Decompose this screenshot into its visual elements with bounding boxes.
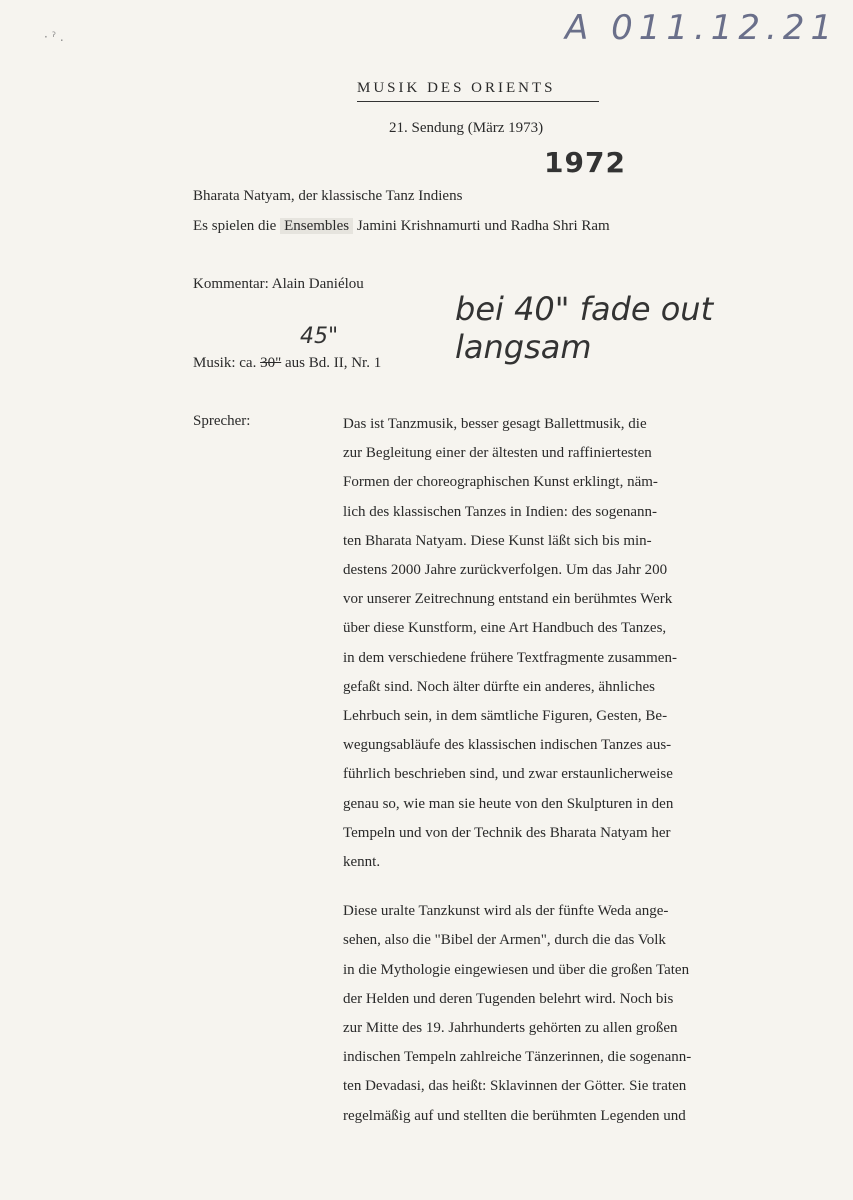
paragraph-1 xyxy=(343,410,821,877)
music-source: aus Bd. II, Nr. 1 xyxy=(284,355,382,371)
text-line: indischen Tempeln zahlreiche Tänzerinnen, die sogenann- xyxy=(343,1049,692,1066)
text-line: wegungsabläufe des klassischen indischen Tanzes aus- xyxy=(343,737,672,754)
text-line: regelmäßig auf und stellten die berühmten Legenden und xyxy=(343,1107,686,1124)
text-line: Tempeln und von der Technik des Bharata Natyam her xyxy=(343,824,671,841)
text-line: in dem verschiedene frühere Textfragmente zusammen- xyxy=(343,649,677,666)
text-line: der Helden und deren Tugenden belehrt wird. Noch bis xyxy=(343,990,674,1007)
text-line: führlich beschrieben sind, und zwar erstaunlicherweise xyxy=(343,766,673,783)
music-struck-duration: 30" xyxy=(260,355,282,371)
music-line xyxy=(193,355,381,372)
performers-names: Jamini Krishnamurti und Radha Shri Ram xyxy=(356,218,610,234)
speaker-text xyxy=(343,410,821,1131)
text-line: in die Mythologie eingewiesen und über die großen Taten xyxy=(343,961,690,978)
document-title: MUSIK DES ORIENTS xyxy=(357,80,599,102)
broadcast-subtitle: 21. Sendung (März 1973) xyxy=(389,120,544,136)
music-prefix: Musik: ca. xyxy=(193,355,257,371)
program-title: Bharata Natyam, der klassische Tanz Indiens xyxy=(193,188,463,204)
ensembles-highlight: Ensembles xyxy=(280,218,353,234)
text-line: sehen, also die "Bibel der Armen", durch die das Volk xyxy=(343,932,666,949)
paragraph-2 xyxy=(343,897,821,1131)
text-line: genau so, wie man sie heute von den Skulpturen in den xyxy=(343,795,674,812)
text-line: vor unserer Zeitrechnung entstand ein berühmtes Werk xyxy=(343,591,673,608)
text-line: Formen der choreographischen Kunst erklingt, näm- xyxy=(343,474,658,491)
text-line: lich des klassischen Tanzes in Indien: des sogenann- xyxy=(343,503,658,520)
speaker-label: Sprecher: xyxy=(193,413,251,429)
text-line: destens 2000 Jahre zurückverfolgen. Um das Jahr 200 xyxy=(343,562,668,579)
text-line: zur Mitte des 19. Jahrhunderts gehörten zu allen großen xyxy=(343,1020,678,1037)
tempo-handwritten-note: bei 40" fade out langsam xyxy=(455,290,714,366)
performers-prefix: Es spielen die xyxy=(193,218,277,234)
text-line: über diese Kunstform, eine Art Handbuch des Tanzes, xyxy=(343,620,667,637)
text-line: Das ist Tanzmusik, besser gesagt Ballettmusik, die xyxy=(343,416,647,432)
corner-mark: · ˀ . xyxy=(44,30,64,44)
text-line: Diese uralte Tanzkunst wird als der fünfte Weda ange- xyxy=(343,903,669,920)
archive-id-handwritten: A 011.12.21 xyxy=(565,8,839,48)
duration-handwritten: 45" xyxy=(300,324,339,349)
text-line: kennt. xyxy=(343,854,381,871)
year-handwritten: 1972 xyxy=(544,146,626,179)
text-line: ten Devadasi, das heißt: Sklavinnen der Götter. Sie traten xyxy=(343,1078,687,1095)
text-line: gefaßt sind. Noch älter dürfte ein anderes, ähnliches xyxy=(343,678,655,695)
text-line: ten Bharata Natyam. Diese Kunst läßt sich bis min- xyxy=(343,532,652,549)
text-line: zur Begleitung einer der ältesten und raffiniertesten xyxy=(343,445,652,462)
text-line: Lehrbuch sein, in dem sämtliche Figuren, Gesten, Be- xyxy=(343,708,668,725)
performers-line xyxy=(193,218,610,235)
commentary-line: Kommentar: Alain Daniélou xyxy=(193,276,364,292)
